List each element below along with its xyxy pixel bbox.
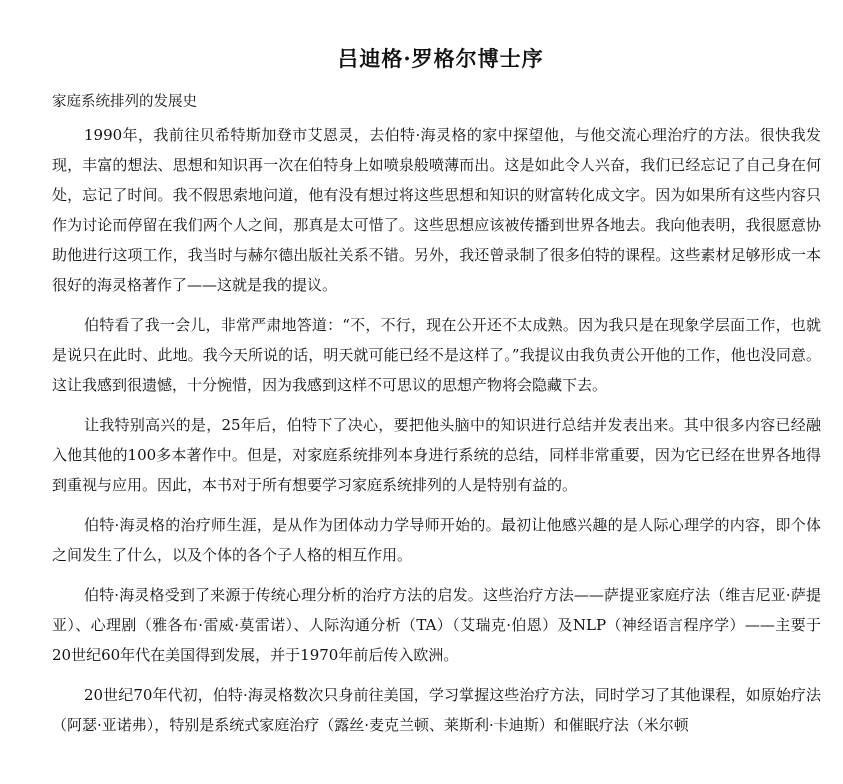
paragraph-3: 让我特别高兴的是，25年后，伯特下了决心，要把他头脑中的知识进行总结并发表出来。其中很多内容已经融入他其他的100多本著作中。但是，对家庭系统排列本身进行系统的总结，同样非常重要，因为它已经在世界各地得到重视与应用。因此，本书对于所有想要学习家庭系统排列的人是特别有益的。 — [52, 416, 821, 494]
paragraph-5: 伯特·海灵格受到了来源于传统心理分析的治疗方法的启发。这些治疗方法——萨提亚家庭疗法（维吉尼亚·萨提亚）、心理剧（雅各布·雷威·莫雷诺）、人际沟通分析（TA）（艾瑞克·伯恩）及NLP（神经语言程序学）——主要于20世纪60年代在美国得到发展，并于1970年前后传入欧洲。 — [52, 586, 821, 664]
paragraph-1: 1990年，我前往贝希特斯加登市艾恩灵，去伯特·海灵格的家中探望他，与他交流心理治疗的方法。很快我发现，丰富的想法、思想和知识再一次在伯特身上如喷泉般喷薄而出。这是如此令人兴奋，我们已经忘记了自己身在何处，忘记了时间。我不假思索地问道，他有没有想过将这些思想和知识的财富转化成文字。因为如果所有这些内容只作为讨论而停留在我们两个人之间，那真是太可惜了。这些思想应该被传播到世界各地去。我向他表明，我很愿意协助他进行这项工作，我当时与赫尔德出版社关系不错。另外，我还曾录制了很多伯特的课程。这些素材足够形成一本很好的海灵格著作了——这就是我的提议。 — [52, 126, 821, 294]
page-title: 吕迪格·罗格尔博士序 — [337, 46, 544, 71]
paragraph-6: 20世纪70年代初，伯特·海灵格数次只身前往美国，学习掌握这些治疗方法，同时学习了其他课程，如原始疗法（阿瑟·亚诺弗），特别是系统式家庭治疗（露丝·麦克兰顿、莱斯利·卡迪斯）和催眠疗法（米尔顿 — [52, 686, 821, 734]
paragraph-2: 伯特看了我一会儿，非常严肃地答道：“不，不行，现在公开还不太成熟。因为我只是在现象学层面工作，也就是说只在此时、此地。我今天所说的话，明天就可能已经不是这样了。”我提议由我负责公开他的工作，他也没同意。这让我感到很遗憾，十分惋惜，因为我感到这样不可思议的思想产物将会隐藏下去。 — [52, 316, 821, 394]
paragraph-4: 伯特·海灵格的治疗师生涯，是从作为团体动力学导师开始的。最初让他感兴趣的是人际心理学的内容，即个体之间发生了什么，以及个体的各个子人格的相互作用。 — [52, 516, 821, 564]
section-subtitle: 家庭系统排列的发展史 — [52, 94, 197, 110]
